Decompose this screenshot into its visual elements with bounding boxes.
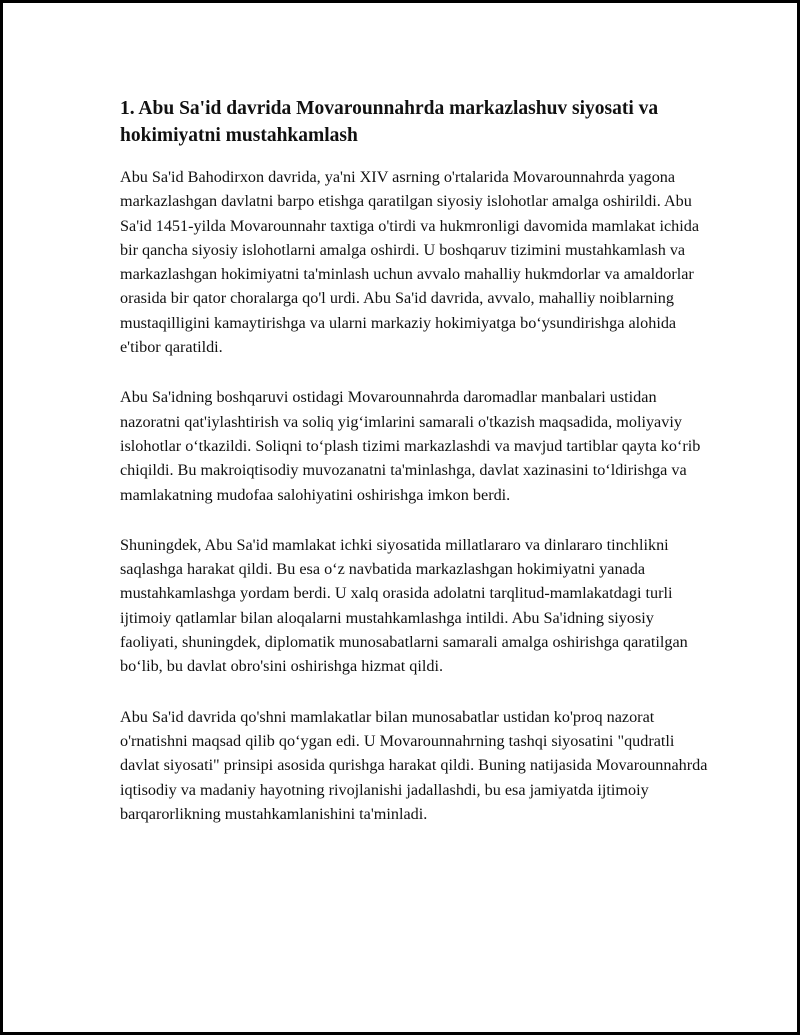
paragraph-4: Abu Sa'id davrida qo'shni mamlakatlar bilan munosabatlar ustidan ko'proq nazorat o'rnatishni maqsad qilib qo‘ygan edi. U Movarounnahrning tashqi siyosatini "qudratli davlat siyosati" prinsipi asosida qurishga harakat qildi. Buning natijasida Movarounnahrda iqtisodiy va madaniy hayotning rivojlanishi jadallashdi, bu esa jamiyatda ijtimoiy barqarorlikning mustahkamlanishini ta'minladi. xyxy=(120,707,708,823)
paragraph-3: Shuningdek, Abu Sa'id mamlakat ichki siyosatida millatlararo va dinlararo tinchlikni saqlashga harakat qildi. Bu esa o‘z navbatida markazlashgan hokimiyatni yanada mustahkamlashga yordam berdi. U xalq orasida adolatni tarqlitud-mamlakatdagi turli ijtimoiy qatlamlar bilan aloqalarni mustahkamlashga intildi. Abu Sa'idning siyosiy faoliyati, shuningdek, diplomatik munosabatlarni samarali amalga oshirishga qaratilgan bo‘lib, bu davlat obro'sini oshirishga hizmat qildi. xyxy=(120,535,688,676)
paragraph-1: Abu Sa'id Bahodirxon davrida, ya'ni XIV asrning o'rtalarida Movarounnahrda yagona markazlashgan davlatni barpo etishga qaratilgan siyosiy islohotlar amalga oshirildi. Abu Sa'id 1451-yilda Movarounnahr taxtiga o'tirdi va hukmronligi davomida mamlakat ichida bir qancha siyosiy islohotlarni amalga oshirdi. U boshqaruv tizimini mustahkamlash va markazlashgan hokimiyatni ta'minlash uchun avvalo mahalliy hukmdorlar va amaldorlar orasida bir qator choralarga qo'l urdi. Abu Sa'id davrida, avvalo, mahalliy noiblarning mustaqilligini kamaytirishga va ularni markaziy hokimiyatga bo‘ysundirishga alohida e'tibor qaratildi. xyxy=(120,168,700,357)
paragraph-2: Abu Sa'idning boshqaruvi ostidagi Movarounnahrda daromadlar manbalari ustidan nazoratni qat'iylashtirish va soliq yig‘imlarini samarali o'tkazish maqsadida, moliyaviy islohotlar o‘tkazildi. Soliqni to‘plash tizimi markazlashdi va mavjud tartiblar qayta ko‘rib chiqildi. Bu makroiqtisodiy muvozanatni ta'minlashga, davlat xazinasini to‘ldirishga va mamlakatning mudofaa salohiyatini oshirishga imkon berdi. xyxy=(120,388,701,504)
document-title: 1. Abu Sa'id davrida Movarounnahrda markazlashuv siyosati va hokimiyatni mustahkamlash xyxy=(120,98,659,146)
